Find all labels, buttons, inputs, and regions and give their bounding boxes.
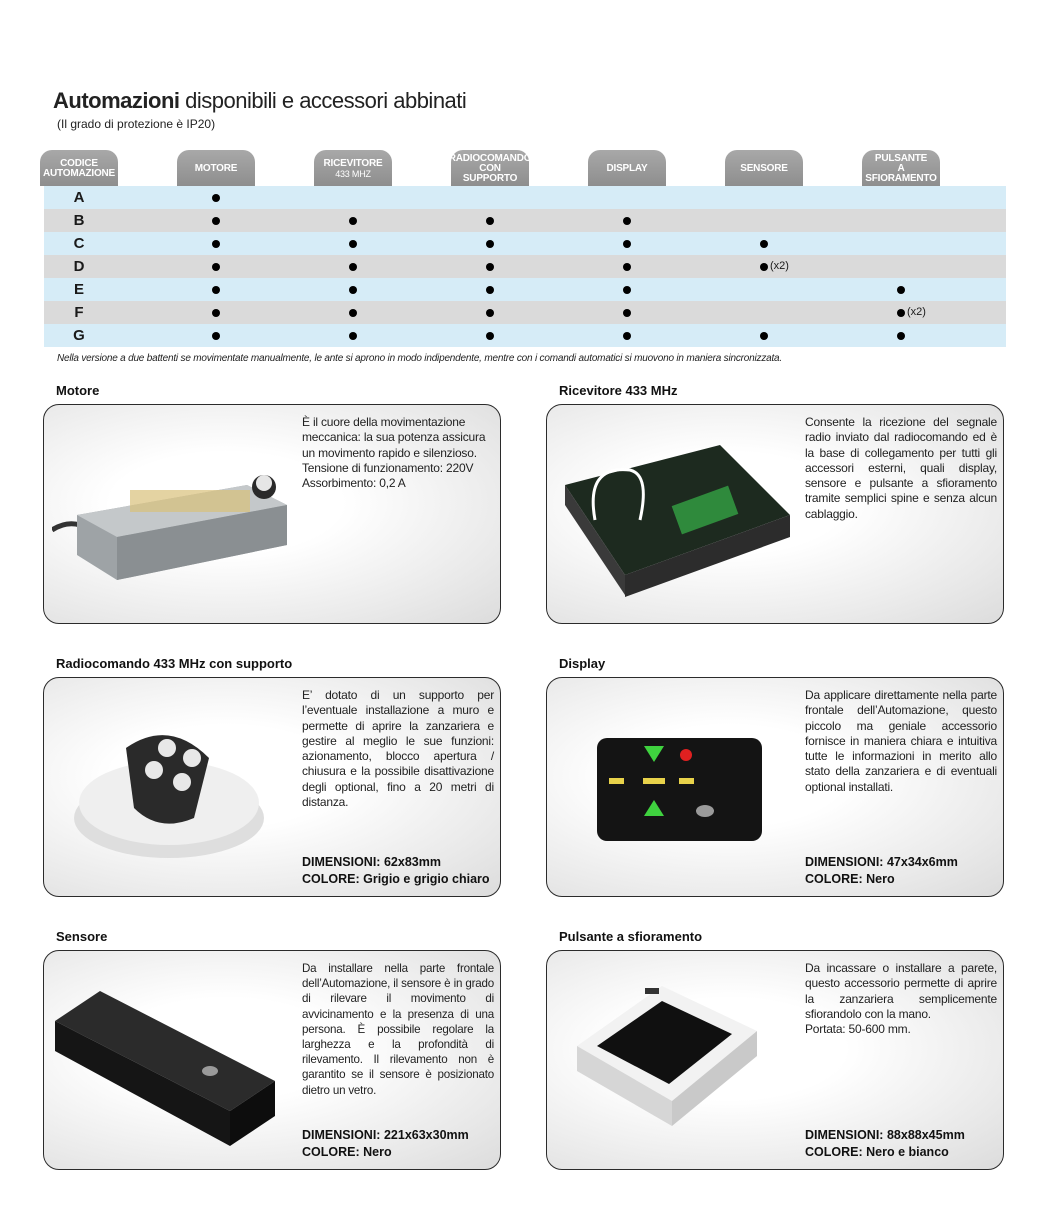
included-dot: [623, 332, 631, 340]
included-dot: [760, 263, 768, 271]
display-body: [597, 738, 762, 841]
ricevitore-card: [546, 404, 1004, 624]
motore-knob-cap: [256, 475, 272, 491]
included-dot: [349, 263, 357, 271]
column-header: [862, 150, 940, 186]
dimensions-label: DIMENSIONI:: [302, 855, 381, 869]
ricevitore-title: Ricevitore 433 MHz: [559, 383, 678, 398]
quantity-multiplier: (x2): [770, 260, 789, 272]
dimensions-value: 62x83mm: [383, 855, 441, 869]
indicator-bar: [609, 778, 624, 784]
column-header: [588, 150, 666, 186]
ricevitore-description: [805, 415, 997, 522]
indicator-bar: [643, 778, 665, 784]
indicator-bar: [679, 778, 694, 784]
column-header-sublabel: CON SUPPORTO: [462, 163, 518, 184]
automation-code: D: [73, 258, 85, 275]
column-header-label: RICEVITORE: [323, 158, 383, 169]
included-dot: [760, 240, 768, 248]
motore-title: Motore: [56, 383, 100, 398]
motore-image: [52, 435, 302, 605]
radiocomando-button: [158, 739, 176, 757]
radiocomando-card: [43, 677, 501, 897]
table-note: Nella versione a due battenti se movimentate manualmente, le ante si aprono in modo indipendente, mentre con i comandi automatici si muovono in maniera sincronizzata.: [57, 353, 782, 364]
included-dot: [349, 240, 357, 248]
column-header-label: MOTORE: [194, 163, 238, 174]
automation-code: E: [73, 281, 84, 298]
ricevitore-desc-line: Consente la ricezione del segnale radio inviato dal radiocomando ed è la base di collegamento per tutti gli accessori esterni, quali display, sensore e pulsante a sfioramento tramite semplici spine e senza alcun cablaggio.: [805, 415, 997, 521]
display-specs: [805, 854, 958, 888]
radiocomando-description: [302, 688, 494, 810]
included-dot: [212, 332, 220, 340]
included-dot: [349, 332, 357, 340]
included-dot: [349, 286, 357, 294]
title-bold: Automazioni: [53, 88, 180, 113]
included-dot: [349, 217, 357, 225]
included-dot: [486, 332, 494, 340]
included-dot: [212, 240, 220, 248]
column-header: [314, 150, 392, 186]
column-header-label: SENSORE: [740, 163, 788, 174]
color-label: COLORE:: [805, 872, 863, 886]
column-header-label: CODICE: [60, 158, 98, 169]
included-dot: [486, 286, 494, 294]
included-dot: [623, 286, 631, 294]
table-row: [44, 301, 1006, 324]
sensore-desc-line: Da installare nella parte frontale dell’Automazione, il sensore è in grado di rilevare il movimento di avvicinamento e la presenza di una persona. È possibile regolare la larghezza e la profondità di rilevamento. Il rilevamento non è garantito se il sensore è posizionato dietro un vetro.: [302, 962, 494, 1097]
compatibility-table: [44, 186, 1006, 347]
display-title: Display: [559, 656, 606, 671]
included-dot: [212, 263, 220, 271]
included-dot: [623, 263, 631, 271]
column-header-label: PULSANTE: [874, 153, 928, 164]
page-title: [53, 88, 466, 114]
motore-desc-line: Tensione di funzionamento: 220V: [302, 460, 474, 475]
included-dot: [897, 309, 905, 317]
dimensions-label: DIMENSIONI:: [302, 1128, 381, 1142]
display-card: [546, 677, 1004, 897]
color-value: Nero: [866, 872, 895, 886]
column-header: [177, 150, 255, 186]
table-row: [44, 324, 1006, 347]
color-value: Nero e bianco: [866, 1145, 949, 1159]
column-header-label: RADIOCOMANDO: [448, 153, 532, 164]
included-dot: [486, 217, 494, 225]
column-header: [448, 150, 532, 186]
automation-code: F: [74, 304, 84, 321]
motore-description: [302, 415, 494, 491]
pulsante-desc-line: Da incassare o installare a parete, questo accessorio permette di aprire la zanzariera semplicemente sfiorandolo con la mano.: [805, 961, 997, 1021]
automation-code: C: [73, 235, 85, 252]
display-image: [587, 728, 767, 848]
column-header-sublabel: AUTOMAZIONE: [42, 168, 116, 179]
pulsante-description: [805, 961, 997, 1037]
included-dot: [897, 286, 905, 294]
motore-desc-line: È il cuore della movimentazione meccanica: la sua potenza assicura un movimento rapido e silenzioso.: [302, 415, 486, 460]
display-description: [805, 688, 997, 795]
sensore-specs: [302, 1127, 469, 1161]
dimensions-label: DIMENSIONI:: [805, 1128, 884, 1142]
table-row: [44, 278, 1006, 301]
table-row: [44, 255, 1006, 278]
included-dot: [212, 309, 220, 317]
dimensions-value: 221x63x30mm: [383, 1128, 469, 1142]
included-dot: [486, 240, 494, 248]
included-dot: [623, 240, 631, 248]
color-label: COLORE:: [302, 872, 360, 886]
radiocomando-title: Radiocomando 433 MHz con supporto: [56, 656, 293, 671]
radiocomando-button: [173, 773, 191, 791]
motore-desc-line: Assorbimento: 0,2 A: [302, 476, 406, 491]
included-dot: [897, 332, 905, 340]
sensore-title: Sensore: [56, 929, 108, 944]
dimensions-label: DIMENSIONI:: [805, 855, 884, 869]
included-dot: [486, 309, 494, 317]
column-header-sublabel: 433 MHZ: [335, 169, 371, 179]
included-dot: [760, 332, 768, 340]
radiocomando-specs: [302, 854, 490, 888]
included-dot: [486, 263, 494, 271]
page-subtitle: (Il grado di protezione è IP20): [57, 117, 216, 131]
radiocomando-button: [145, 761, 163, 779]
automation-code: A: [73, 189, 85, 206]
sensore-card: [43, 950, 501, 1170]
dimensions-value: 47x34x6mm: [886, 855, 958, 869]
pulsante-desc-line: Portata: 50-600 mm.: [805, 1022, 911, 1037]
pulsante-title: Pulsante a sfioramento: [559, 929, 703, 944]
included-dot: [212, 194, 220, 202]
radiocomando-image: [64, 698, 294, 878]
color-label: COLORE:: [805, 1145, 863, 1159]
display-desc-line: Da applicare direttamente nella parte frontale dell’Automazione, questo piccolo ma geniale accessorio fornisce in maniera chiara e intuitiva tutte le informazioni in merito allo stato della zanzariera e di eventuali optional installati.: [805, 688, 997, 794]
included-dot: [349, 309, 357, 317]
included-dot: [212, 286, 220, 294]
column-header: [40, 150, 118, 186]
table-row: [44, 209, 1006, 232]
brand-logo: [202, 1066, 218, 1076]
sensore-description: [302, 961, 494, 1098]
radiocomando-desc-line: E’ dotato di un supporto per l’eventuale installazione a muro e permette di aprire la zanzariera e gestire al meglio le sue funzioni: azionamento, blocco apertura / chiusura e la possibile disattivazione degli optional, fino a 20 metri di distanza.: [302, 688, 494, 810]
pulsante-specs: [805, 1127, 965, 1161]
title-rest: disponibili e accessori abbinati: [179, 88, 467, 113]
included-dot: [623, 217, 631, 225]
motore-gear-strip: [130, 490, 250, 512]
included-dot: [623, 309, 631, 317]
table-row: [44, 232, 1006, 255]
table-row: [44, 186, 1006, 209]
sensore-image: [50, 971, 300, 1151]
radiocomando-button: [183, 749, 201, 767]
automation-code: G: [73, 327, 85, 344]
motore-cable: [52, 524, 80, 530]
brand-logo: [696, 805, 714, 817]
ricevitore-image: [555, 425, 805, 605]
automation-code: B: [73, 212, 85, 229]
status-led: [680, 749, 692, 761]
column-header-sublabel: A SFIORAMENTO: [865, 163, 937, 184]
quantity-multiplier: (x2): [907, 306, 926, 318]
color-value: Nero: [363, 1145, 392, 1159]
column-header: [725, 150, 803, 186]
pulsante-card: [546, 950, 1004, 1170]
color-value: Grigio e grigio chiaro: [363, 872, 490, 886]
column-header-label: DISPLAY: [606, 163, 648, 174]
dimensions-value: 88x88x45mm: [886, 1128, 965, 1142]
motore-card: [43, 404, 501, 624]
included-dot: [212, 217, 220, 225]
brand-logo: [645, 988, 659, 994]
table-header: [44, 150, 1006, 186]
color-label: COLORE:: [302, 1145, 360, 1159]
pulsante-image: [567, 976, 767, 1146]
